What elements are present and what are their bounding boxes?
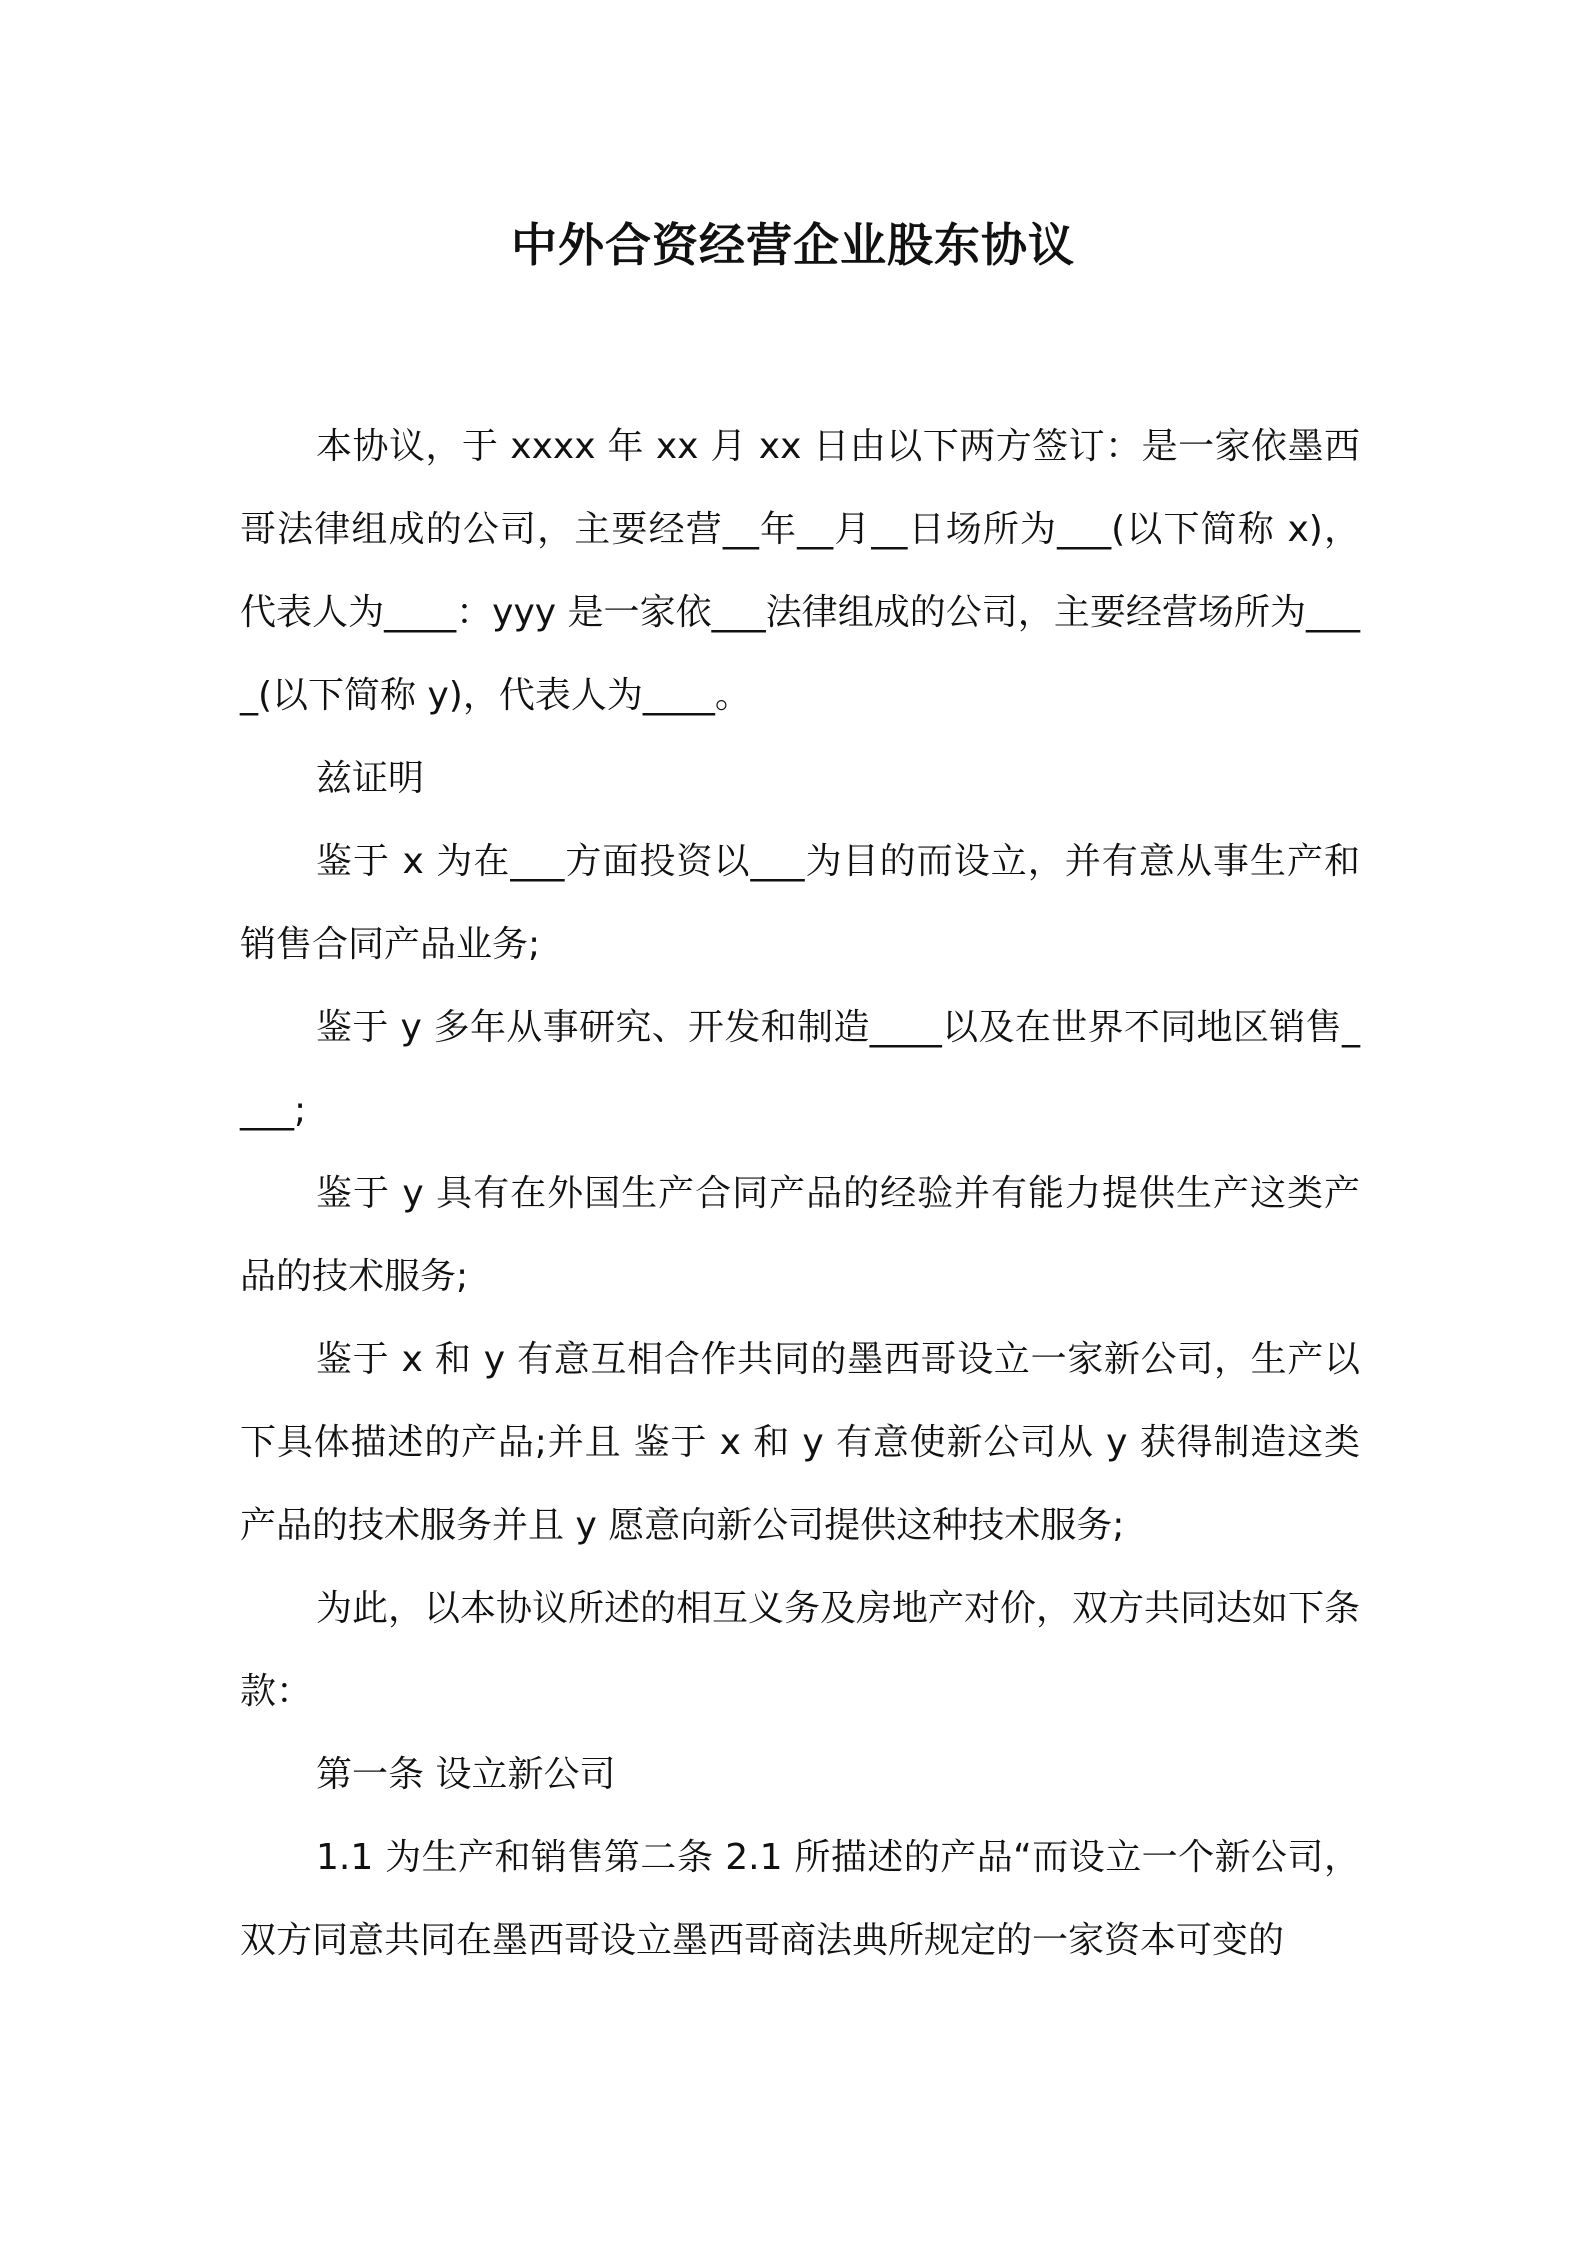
document-body xyxy=(240,405,1360,1982)
paragraph-agreement-terms: 为此，以本协议所述的相互义务及房地产对价，双方共同达如下条款： xyxy=(240,1588,1361,1712)
article-1-heading: 第一条 设立新公司 xyxy=(316,1754,616,1795)
paragraph-whereas-x-investment: 鉴于 x 为在___方面投资以___为目的而设立，并有意从事生产和销售合同产品业务; xyxy=(240,841,1360,965)
paragraph-witnesseth: 兹证明 xyxy=(316,758,425,799)
clause-1-1: 1.1 为生产和销售第二条 2.1 所描述的产品“而设立一个新公司，双方同意共同在墨西哥设立墨西哥商法典所规定的一家资本可变的 xyxy=(240,1837,1360,1961)
paragraph-preamble: 本协议，于 xxxx 年 xx 月 xx 日由以下两方签订：是一家依墨西哥法律组成的公司，主要经营__年__月__日场所为___(以下简称 x)，代表人为____：yyy 是一家依___法律组成的公司，主要经营场所为____(以下简称 y)，代表人为____。 xyxy=(240,426,1360,716)
paragraph-whereas-cooperation: 鉴于 x 和 y 有意互相合作共同的墨西哥设立一家新公司，生产以下具体描述的产品;并且 鉴于 x 和 y 有意使新公司从 y 获得制造这类产品的技术服务并且 y 愿意向新公司提供这种技术服务; xyxy=(240,1339,1360,1546)
paragraph-whereas-y-research: 鉴于 y 多年从事研究、开发和制造____以及在世界不同地区销售____; xyxy=(240,1007,1360,1131)
document-title: 中外合资经营企业股东协议 xyxy=(511,218,1075,272)
paragraph-whereas-y-experience: 鉴于 y 具有在外国生产合同产品的经验并有能力提供生产这类产品的技术服务; xyxy=(240,1173,1360,1297)
